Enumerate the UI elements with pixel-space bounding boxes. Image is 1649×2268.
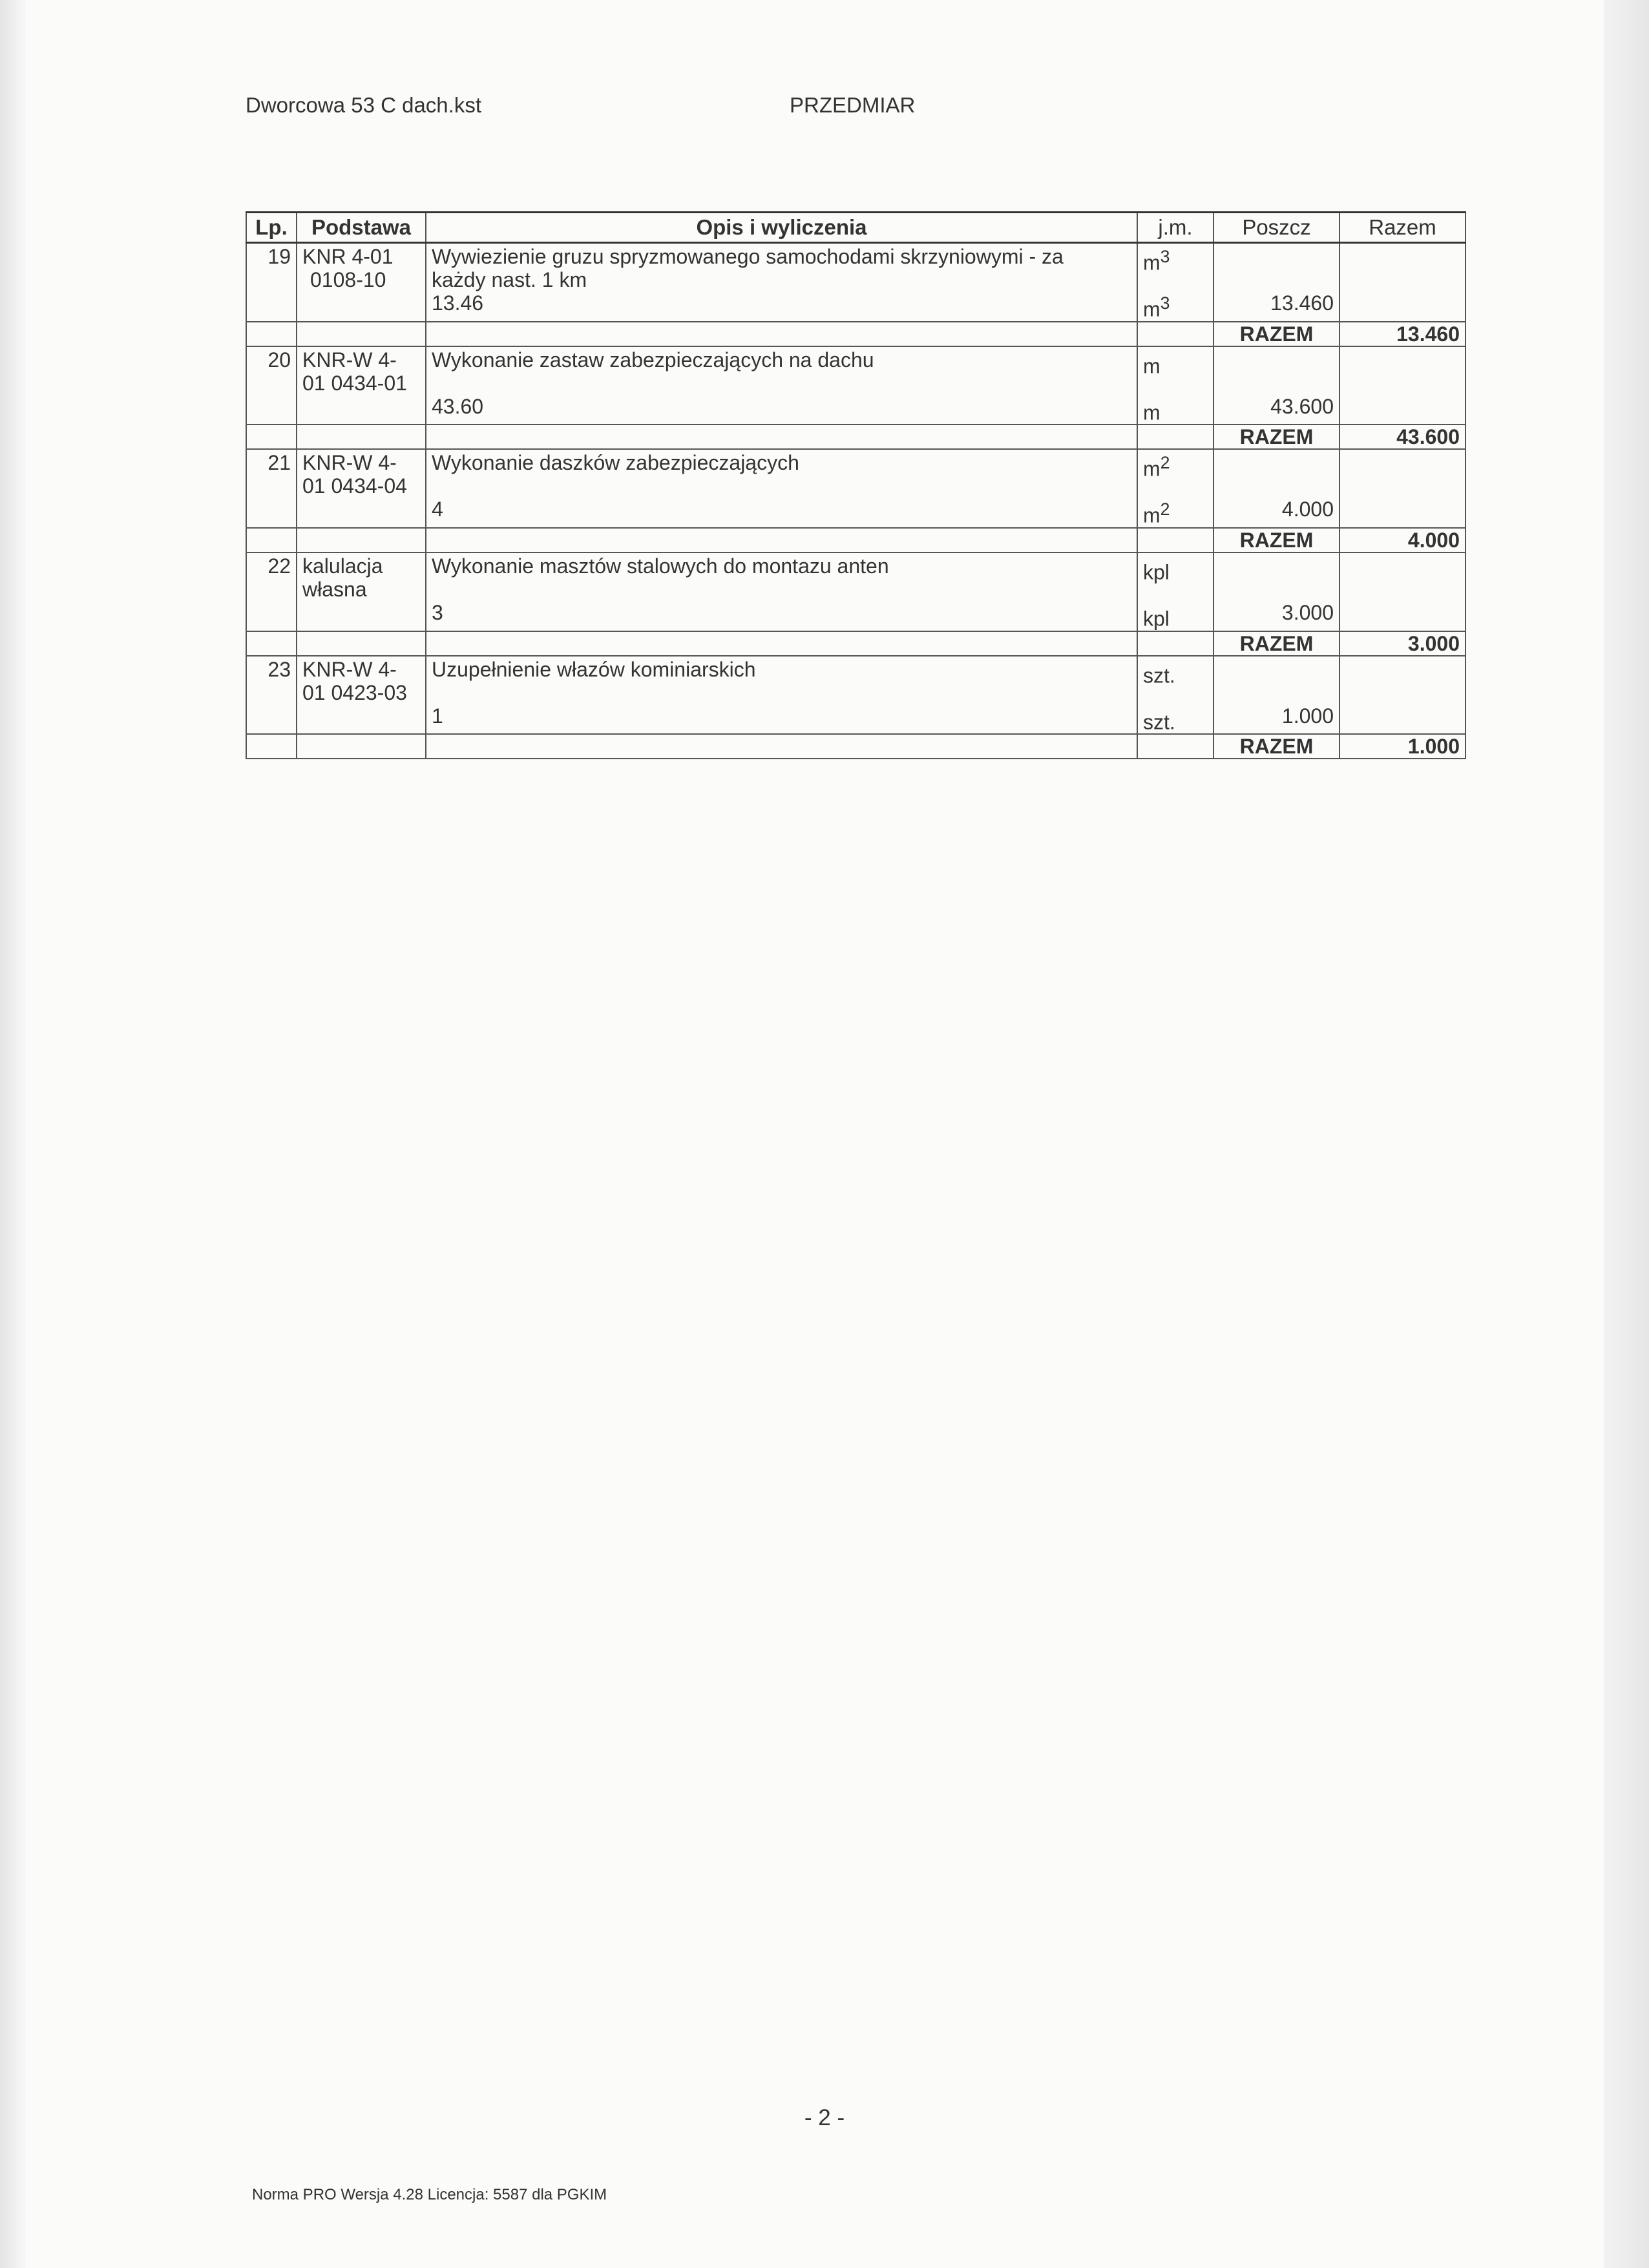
razem-label: RAZEM bbox=[1213, 322, 1339, 346]
jm-unit-calc: szt. bbox=[1143, 710, 1175, 734]
item-poszcz: 1.000 bbox=[1213, 704, 1339, 735]
podstawa-line-1: KNR-W 4- bbox=[302, 657, 397, 681]
razem-value: 13.460 bbox=[1339, 322, 1465, 346]
jm-unit: m bbox=[1143, 457, 1161, 481]
item-jm-calc bbox=[1137, 704, 1213, 735]
jm-unit: m bbox=[1143, 251, 1161, 275]
scan-edge-right bbox=[1604, 0, 1649, 2268]
item-wyliczenie: 1 bbox=[426, 704, 1137, 735]
doc-title: PRZEDMIAR bbox=[790, 93, 916, 117]
item-calc-row bbox=[246, 395, 1465, 425]
item-podstawa bbox=[297, 552, 426, 601]
item-jm bbox=[1137, 346, 1213, 395]
item-jm bbox=[1137, 656, 1213, 704]
podstawa-line-2: 0108-10 bbox=[310, 268, 386, 291]
item-row bbox=[246, 552, 1465, 601]
item-podstawa bbox=[297, 656, 426, 704]
page-number: - 2 - bbox=[804, 2105, 845, 2130]
item-jm bbox=[1137, 449, 1213, 498]
item-jm-calc bbox=[1137, 601, 1213, 631]
item-lp: 19 bbox=[246, 243, 297, 292]
scan-edge-left bbox=[0, 0, 26, 2268]
col-header-jm: j.m. bbox=[1137, 213, 1213, 243]
item-razem-row bbox=[246, 322, 1465, 346]
item-razem-row bbox=[246, 734, 1465, 759]
item-poszcz: 4.000 bbox=[1213, 498, 1339, 528]
jm-unit: szt. bbox=[1143, 664, 1175, 688]
jm-unit-calc: kpl bbox=[1143, 607, 1170, 631]
razem-label: RAZEM bbox=[1213, 631, 1339, 656]
item-lp: 21 bbox=[246, 449, 297, 498]
podstawa-line-1: kalulacja bbox=[302, 554, 383, 578]
item-razem-row bbox=[246, 631, 1465, 656]
przedmiar-table bbox=[246, 211, 1466, 759]
jm-exp: 2 bbox=[1160, 453, 1170, 473]
jm-exp-calc: 2 bbox=[1160, 499, 1170, 520]
footer-license: Norma PRO Wersja 4.28 Licencja: 5587 dla PGKIM bbox=[252, 2186, 607, 2203]
jm-unit-calc: m bbox=[1143, 401, 1161, 425]
item-lp: 23 bbox=[246, 656, 297, 704]
podstawa-line-1: KNR-W 4- bbox=[302, 451, 397, 475]
item-calc-row bbox=[246, 704, 1465, 735]
item-lp: 22 bbox=[246, 552, 297, 601]
item-row bbox=[246, 243, 1465, 292]
file-name: Dworcowa 53 C dach.kst bbox=[246, 93, 481, 117]
col-header-razem: Razem bbox=[1339, 213, 1465, 243]
item-podstawa bbox=[297, 243, 426, 292]
podstawa-line-1: KNR-W 4- bbox=[302, 348, 397, 372]
item-razem-row bbox=[246, 528, 1465, 552]
item-opis: Wykonanie masztów stalowych do montazu anten bbox=[426, 552, 1137, 601]
item-opis: Wykonanie daszków zabezpieczających bbox=[426, 449, 1137, 498]
item-wyliczenie: 4 bbox=[426, 498, 1137, 528]
item-calc-row bbox=[246, 601, 1465, 631]
razem-value: 4.000 bbox=[1339, 528, 1465, 552]
podstawa-line-2: 01 0434-01 bbox=[302, 371, 407, 395]
item-opis: Uzupełnienie włazów kominiarskich bbox=[426, 656, 1137, 704]
item-row bbox=[246, 346, 1465, 395]
item-jm-calc bbox=[1137, 498, 1213, 528]
jm-exp: 3 bbox=[1160, 247, 1170, 266]
razem-value: 1.000 bbox=[1339, 734, 1465, 759]
col-header-poszcz: Poszcz bbox=[1213, 213, 1339, 243]
item-calc-row bbox=[246, 291, 1465, 322]
item-jm-calc bbox=[1137, 395, 1213, 425]
razem-value: 43.600 bbox=[1339, 425, 1465, 449]
item-poszcz: 3.000 bbox=[1213, 601, 1339, 631]
item-podstawa bbox=[297, 449, 426, 498]
item-wyliczenie: 3 bbox=[426, 601, 1137, 631]
table-header-row bbox=[246, 213, 1465, 243]
jm-unit-calc: m bbox=[1143, 503, 1161, 527]
razem-label: RAZEM bbox=[1213, 734, 1339, 759]
jm-unit-calc: m bbox=[1143, 297, 1161, 321]
item-calc-row bbox=[246, 498, 1465, 528]
col-header-opis: Opis i wyliczenia bbox=[426, 213, 1137, 243]
item-jm bbox=[1137, 243, 1213, 292]
jm-unit: m bbox=[1143, 354, 1161, 378]
item-jm-calc bbox=[1137, 291, 1213, 322]
item-poszcz: 13.460 bbox=[1213, 291, 1339, 322]
item-poszcz: 43.600 bbox=[1213, 395, 1339, 425]
razem-label: RAZEM bbox=[1213, 528, 1339, 552]
jm-unit: kpl bbox=[1143, 560, 1170, 584]
razem-value: 3.000 bbox=[1339, 631, 1465, 656]
podstawa-line-2: własna bbox=[302, 577, 367, 601]
item-opis: Wywiezienie gruzu spryzmowanego samochodami skrzyniowymi - za każdy nast. 1 km bbox=[426, 243, 1137, 292]
razem-label: RAZEM bbox=[1213, 425, 1339, 449]
item-razem-row bbox=[246, 425, 1465, 449]
item-jm bbox=[1137, 552, 1213, 601]
podstawa-line-1: KNR 4-01 bbox=[302, 245, 394, 268]
col-header-lp: Lp. bbox=[246, 213, 297, 243]
item-row bbox=[246, 656, 1465, 704]
item-opis: Wykonanie zastaw zabezpieczających na dachu bbox=[426, 346, 1137, 395]
item-podstawa bbox=[297, 346, 426, 395]
item-wyliczenie: 43.60 bbox=[426, 395, 1137, 425]
podstawa-line-2: 01 0434-04 bbox=[302, 474, 407, 498]
item-wyliczenie: 13.46 bbox=[426, 291, 1137, 322]
item-lp: 20 bbox=[246, 346, 297, 395]
item-row bbox=[246, 449, 1465, 498]
col-header-podstawa: Podstawa bbox=[297, 213, 426, 243]
podstawa-line-2: 01 0423-03 bbox=[302, 680, 407, 704]
jm-exp-calc: 3 bbox=[1160, 293, 1170, 313]
